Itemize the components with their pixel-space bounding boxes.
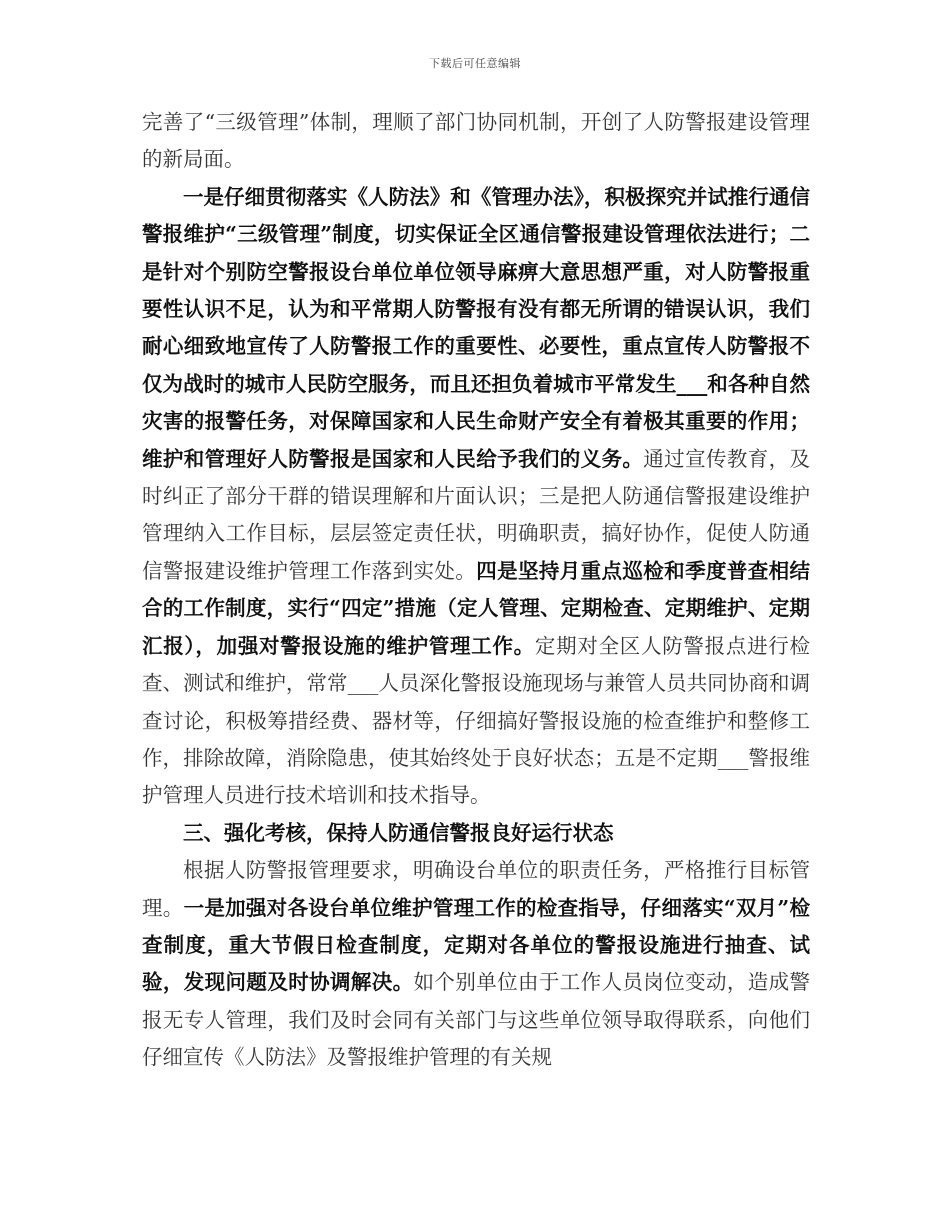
section-heading-text: 三、强化考核，保持人防通信警报良好运行状态 xyxy=(183,820,614,845)
bold-text-run: 一是仔细贯彻落实《人防法》和《管理办法》，积极探究并试推行通信警报维护“三级管理”制度，切实保证全区通信警报建设管理依法进行；二是针对个别防空警报设台单位单位领导麻痹大意思想严重，对人防警报重要性认识不足，认为和平常期人防警报有没有都无所谓的错误认识，我们耐心细致地宣传了人防警报工作的重要性、必要性，重点宣传人防警报不仅为战时的城市人民防空服务，而且还担负着城市平常发生___和各种自然灾害的报警任务，对保障国家和人民生命财产安全有着极其重要的作用；维护和管理好人防警报是国家和人民给予我们的义务。 xyxy=(142,184,810,471)
bold-text-run: 四是坚持月重点巡检和季度普查相结合的工作制度，实行“四定”措施（定人管理、定期检查、定期维护、定期汇报），加强对警报设施的维护管理工作。 xyxy=(142,558,811,658)
document-body xyxy=(142,104,810,1077)
paragraph-2 xyxy=(142,179,810,815)
text-run: 根据人防警报管理要求，明确设台单位的职责任务，严格推行目标管理。 xyxy=(142,858,810,920)
text-run: 通过宣传教育，及时纠正了部分干群的错误理解和片面认识；三是把人防通信警报建设维护管理纳入工作目标，层层签定责任状，明确职责，搞好协作，促使人防通信警报建设维护管理工作落到实处。 xyxy=(142,446,811,583)
paragraph-1 xyxy=(142,104,810,179)
bold-text-run: 一是加强对各设台单位维护管理工作的检查指导，仔细落实“双月”检查制度，重大节假日检查制度，定期对各单位的警报设施进行抽查、试验，发现问题及时协调解决。 xyxy=(142,895,810,995)
section-heading xyxy=(142,815,810,852)
text-run: 定期对全区人防警报点进行检查、测试和维护，常常___人员深化警报设施现场与兼管人员共同协商和调查讨论，积极筹措经费、器材等，仔细搞好警报设施的检查维护和整修工作，排除故障，消除隐患，使其始终处于良好状态；五是不定期___警报维护管理人员进行技术培训和技术指导。 xyxy=(142,633,811,808)
text-run: 如个别单位由于工作人员岗位变动，造成警报无专人管理，我们及时会同有关部门与这些单位领导取得联系，向他们仔细宣传《人防法》及警报维护管理的有关规 xyxy=(142,970,811,1070)
paragraph-4 xyxy=(142,852,810,1076)
page-header: 下载后可任意编辑 xyxy=(429,57,521,70)
text-run: 完善了“三级管理”体制，理顺了部门协同机制，开创了人防警报建设管理的新局面。 xyxy=(142,110,810,172)
